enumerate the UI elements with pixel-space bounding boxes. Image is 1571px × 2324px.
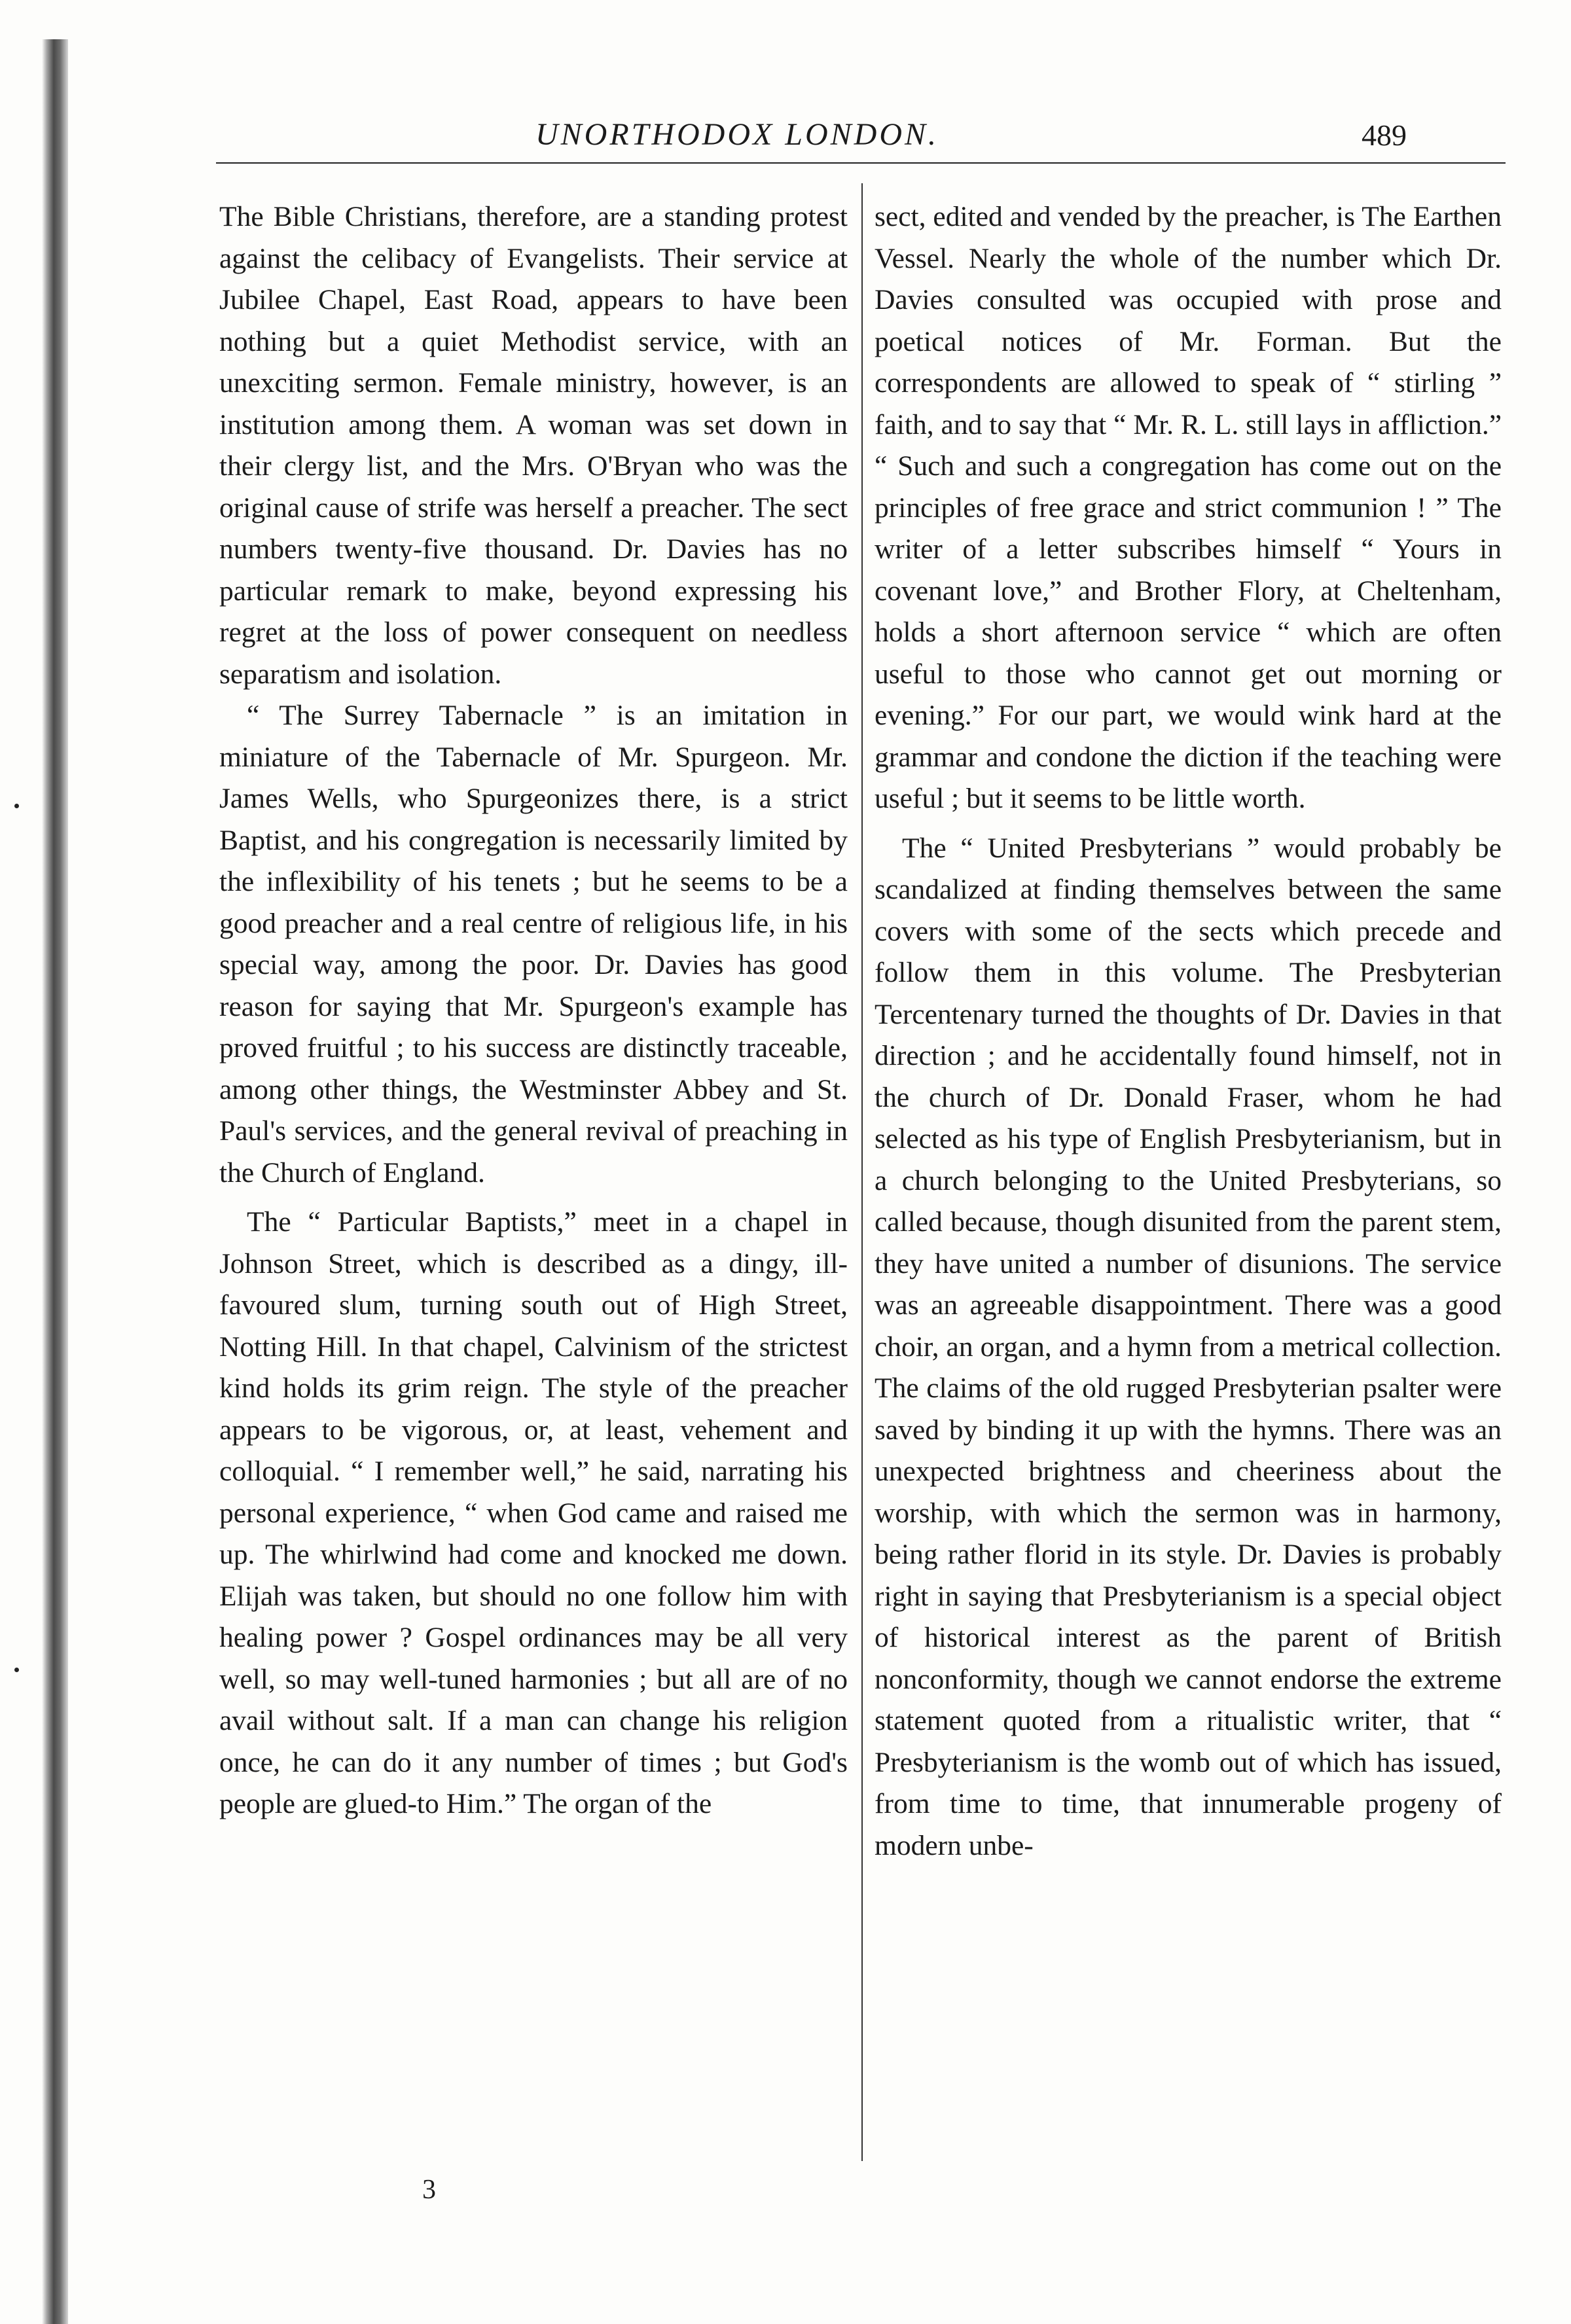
column-divider (861, 183, 863, 2161)
header-rule (216, 162, 1506, 164)
paragraph: The Bible Christians, therefore, are a standing protest against the celibacy of Evangelists. Their service at Jubilee Chapel, East Road, appears to have been nothing but a quiet Methodist service, with an unexciting sermon. Female ministry, however, is an institution among them. A woman was set down in their clergy list, and the Mrs. O'Bryan who was the original cause of strife was herself a preacher. The sect numbers twenty-five thousand. Dr. Davies has no particular remark to make, beyond expressing his regret at the loss of power consequent on needless separatism and isolation. (219, 201, 848, 690)
book-spine-shadow (42, 39, 68, 2324)
margin-speck (14, 1668, 19, 1672)
page-number: 489 (1362, 118, 1407, 152)
paragraph: The “ Particular Baptists,” meet in a chapel in Johnson Street, which is described as a dingy, ill-favoured slum, turning south out of High Street, Notting Hill. In that chapel, Calvinism of the strictest kind holds its grim reign. The style of the preacher appears to be vigorous, or, at least, vehement and colloquial. “ I remember well,” he said, narrating his personal experience, “ when God came and raised me up. The whirlwind had come and knocked me down. Elijah was taken, but should no one follow him with healing power ? Gospel ordinances may be all very well, so may well-tuned harmonies ; but all are of no avail without salt. If a man can change his religion once, he can do it any number of times ; but God's people are glued-to Him.” The organ of the (219, 1206, 848, 1819)
paragraph: The “ United Presbyterians ” would probably be scandalized at finding themselves between the same covers with some of the sects which precede and follow them in this volume. The Presbyterian Tercentenary turned the thoughts of Dr. Davies in that direction ; and he accidentally found himself, not in the church of Dr. Donald Fraser, whom he had selected as his type of English Presbyterianism, but in a church belonging to the United Presbyterians, so called because, though disunited from the parent stem, they have united a number of disunions. The service was an agreeable disappointment. There was a good choir, an organ, and a hymn from a metrical collection. The claims of the old rugged Presbyterian psalter were saved by binding it up with the hymns. There was an unexpected brightness and cheeriness about the worship, with which the sermon was in harmony, being rather florid in its style. Dr. Davies is probably right in saying that Presbyterianism is a special object of historical interest as the parent of British nonconformity, though we cannot endorse the extreme statement quoted from a ritualistic writer, that “ Presbyterianism is the womb out of which has issued, from time to time, that innumerable progeny of modern unbe- (875, 832, 1502, 1861)
right-column (875, 196, 1502, 1867)
signature-mark: 3 (422, 2175, 436, 2205)
margin-speck (14, 804, 19, 808)
left-column (219, 196, 848, 1825)
running-title: UNORTHODOX LONDON. (535, 117, 939, 152)
paragraph: “ The Surrey Tabernacle ” is an imitation in miniature of the Tabernacle of Mr. Spurgeon. Mr. James Wells, who Spurgeonizes there, is a strict Baptist, and his congregation is necessarily limited by the inflexibility of his tenets ; but he seems to be a good preacher and a real centre of religious life, in his special way, among the poor. Dr. Davies has good reason for saying that Mr. Spurgeon's example has proved fruitful ; to his success are distinctly traceable, among other things, the Westminster Abbey and St. Paul's services, and the general revival of preaching in the Church of England. (219, 700, 848, 1189)
paragraph: sect, edited and vended by the preacher, is The Earthen Vessel. Nearly the whole of the number which Dr. Davies consulted was occupied with prose and poetical notices of Mr. Forman. But the correspondents are allowed to speak of “ stirling ” faith, and to say that “ Mr. R. L. still lays in affliction.” “ Such and such a congregation has come out on the principles of free grace and strict communion ! ” The writer of a letter subscribes himself “ Yours in covenant love,” and Brother Flory, at Cheltenham, holds a short afternoon service “ which are often useful to those who cannot get out morning or evening.” For our part, we would wink hard at the grammar and condone the diction if the teaching were useful ; but it seems to be little worth. (875, 201, 1502, 814)
